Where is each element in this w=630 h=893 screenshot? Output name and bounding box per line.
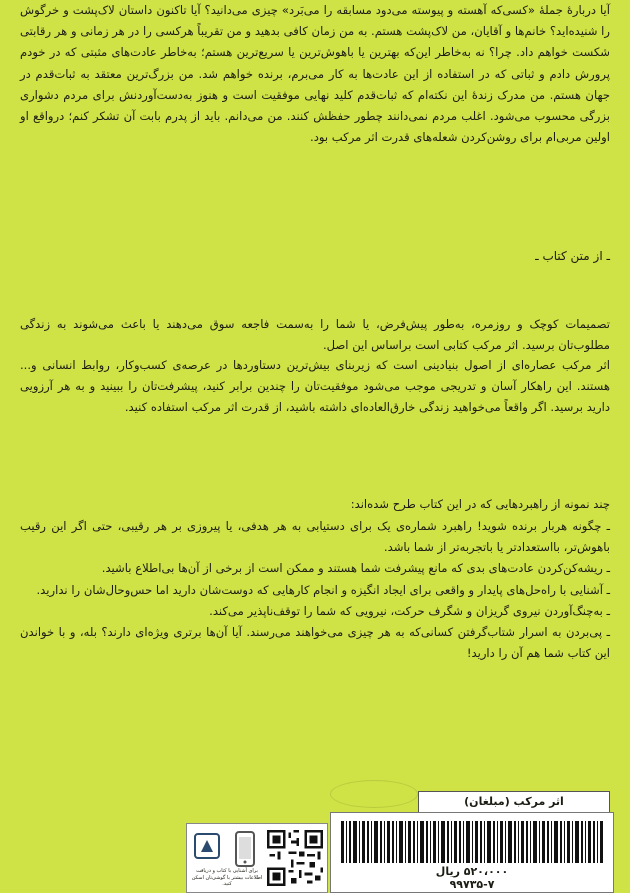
barcode-icon bbox=[341, 821, 603, 863]
qr-code-icon bbox=[267, 830, 323, 886]
intro-paragraph-1: تصمیمات کوچک و روزمره، به‌طور پیش‌فرض، یا شما را به‌سمت فاجعه سوق می‌دهند یا باعث می‌شوند به زندگی مطلوب‌تان برسید. اثر مرکب کتابی است براساس این اصل. bbox=[20, 317, 610, 353]
title-sticker: اثر مرکب (مبلغان) bbox=[418, 791, 610, 813]
strategies-list bbox=[20, 516, 610, 664]
list-item: ـ آشنایی با راه‌حل‌های پایدار و واقعی برای ایجاد انگیزه و انجام کارهایی که دوست‌شان دارید اما حس‌وحال‌شان را ندارید. bbox=[36, 582, 610, 597]
list-item: ـ چگونه هربار برنده شوید! راهبرد شماره‌ی یک برای دستیابی به هر هدفی، یا پیروزی بر هر رقیبی، حتی اگر این رقیب باهوش‌تر، بااستعدادتر یا باتجربه‌تر از شما باشد. bbox=[20, 519, 610, 555]
qr-caption: برای آشنایی با کتاب و دریافت اطلاعات بیشتر با گوشی‌تان اسکن کنید. bbox=[191, 868, 263, 887]
list-item: ـ پی‌بردن به اسرار شتاب‌گرفتن کسانی‌که به هر چیزی می‌خواهند می‌رسند. آیا آن‌ها برتری ویژه‌ای دارند؟ بله، و با خواندن این کتاب شما هم آن را دارید! bbox=[20, 625, 610, 661]
qr-sticker bbox=[186, 823, 328, 893]
list-item: ـ به‌چنگ‌آوردن نیروی گریزان و شگرف حرکت، نیرویی که شما را توقف‌ناپذیر می‌کند. bbox=[209, 603, 610, 618]
publisher-logo-icon bbox=[189, 828, 225, 864]
quote-paragraph: آیا دربارهٔ جملهٔ «کسی‌که آهسته و پیوسته می‌دود مسابقه را می‌بَرد» چیزی می‌دانید؟ آیا تاکنون داستان لاک‌پشت و خرگوش را شنیده‌اید؟ خانم‌ها و آقایان، من لاک‌پشت هستم. به من زمان کافی بدهید و من تقریباً هرکسی را در هر زمانی و هر رقابتی شکست خواهم داد. چرا؟ نه به‌خاطر این‌که بهترین یا باهوش‌ترین یا سریع‌ترین هستم؛ به‌خاطر عادت‌های مثبتی که در خودم پرورش دادم و ثباتی که در استفاده از این عادت‌ها به کار می‌برم، برنده خواهم شد. من بزرگ‌ترین معتقد به ثبات‌قدم در جهان هستم. من مدرک زندهٔ این نکته‌ام که ثبات‌قدم کلید نهایی موفقیت است و هنوز به‌دست‌آوردنش برای مردم دشواری بزرگی محسوب می‌شود. اغلب مردم نمی‌دانند چطور حفظش کنند. من می‌دانم. باید از پدرم بابت آن تشکر کنم؛ درواقع او اولین مربی‌ام برای روشن‌کردن شعله‌های قدرت اثر مرکب بود. bbox=[20, 3, 610, 145]
intro-paragraph-2: اثر مرکب عصاره‌ای از اصول بنیادینی است که زیربنای بیش‌ترین دستاوردها در عرصه‌ی کسب‌وکار، روابط انسانی و... هستند. این راهکار آسان و تدریجی موجب می‌شود موفقیت‌تان را چندین برابر کنید، پیشرفت‌تان را ببینید و به هر آرزویی دارید برسید. اگر واقعاً می‌خواهید زندگی خارق‌العاده‌ای داشته باشید، از قدرت اثر مرکب استفاده کنید. bbox=[20, 358, 610, 415]
faded-stamp bbox=[330, 780, 418, 808]
barcode-sticker bbox=[330, 812, 614, 893]
strategies-heading: چند نمونه از راهبردهایی که در این کتاب طرح شده‌اند: bbox=[350, 497, 610, 511]
quote-source: ـ از متن کتاب ـ bbox=[535, 249, 610, 263]
price-label: ۵۲۰،۰۰۰ ریال bbox=[435, 865, 509, 878]
isbn-label: ۹۹۷۳۵-۷ bbox=[449, 878, 495, 891]
list-item: ـ ریشه‌کن‌کردن عادت‌های بدی که مانع پیشرفت شما هستند و ممکن است از برخی از آن‌ها بی‌اطلاع باشید. bbox=[101, 561, 610, 576]
